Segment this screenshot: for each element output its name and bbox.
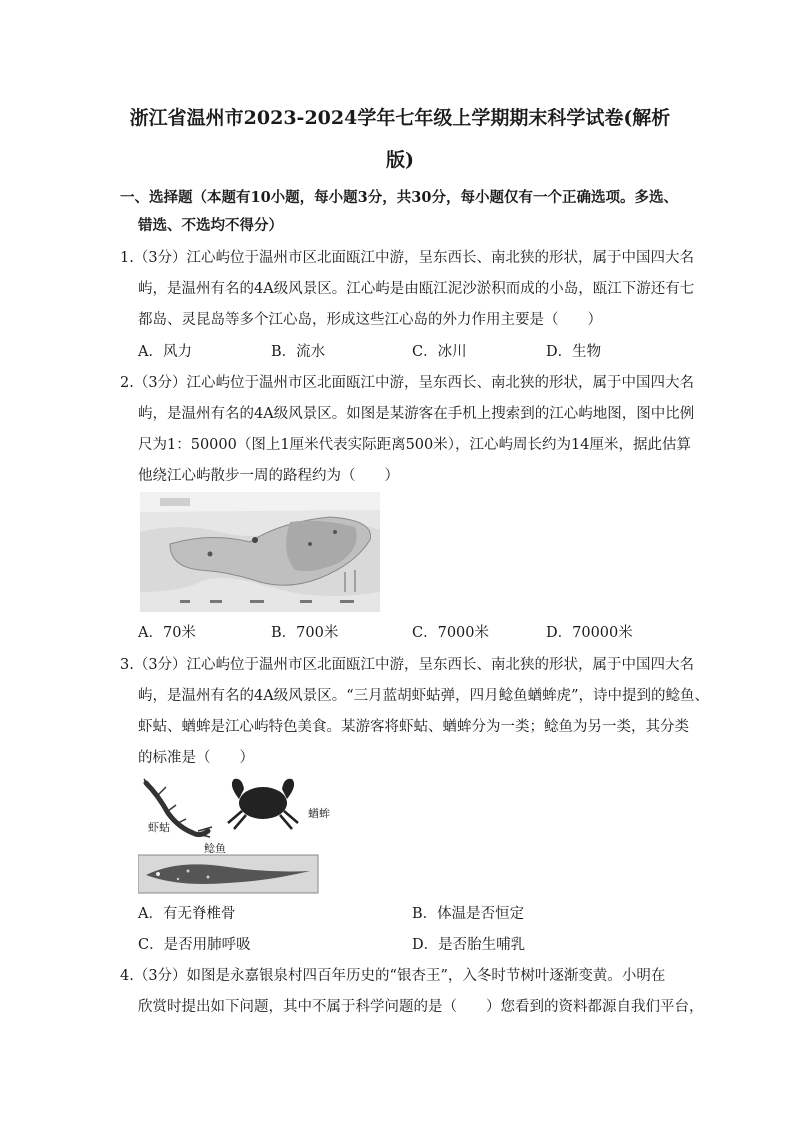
q2-option-b: B．700米 <box>271 625 339 641</box>
exam-title-line1: 浙江省温州市2023-2024学年七年级上学期期末科学试卷(解析 <box>129 107 671 129</box>
q3-option-a: A．有无脊椎骨 <box>138 906 236 922</box>
section-heading-line2: 错选、不选均不得分） <box>138 217 283 234</box>
q2-option-c: C．7000米 <box>412 625 489 641</box>
q3-option-b: B．体温是否恒定 <box>412 906 525 922</box>
q2-line2: 屿，是温州有名的4A级风景区。如图是某游客在手机上搜索到的江心屿地图，图中比例 <box>138 406 695 422</box>
q3-option-d: D．是否胎生哺乳 <box>412 937 526 953</box>
fish-label: 鲶鱼 <box>204 842 226 855</box>
q1-line1: 1.（3分）江心屿位于温州市区北面瓯江中游，呈东西长、南北狭的形状，属于中国四大名 <box>120 250 695 266</box>
q1-line3: 都岛、灵昆岛等多个江心岛，形成这些江心岛的外力作用主要是（ ） <box>138 312 602 328</box>
q3-line3: 虾蛄、蝤蛑是江心屿特色美食。某游客将虾蛄、蝤蛑分为一类；鲶鱼为另一类，其分类 <box>138 719 689 735</box>
q2-line1: 2.（3分）江心屿位于温州市区北面瓯江中游，呈东西长、南北狭的形状，属于中国四大名 <box>120 375 695 391</box>
q3-line2: 屿，是温州有名的4A级风景区。“三月蓝胡虾蛄弹，四月鲶鱼蝤蛑虎”，诗中提到的鲶鱼、 <box>138 688 710 704</box>
q1-option-c: C．冰川 <box>412 344 467 360</box>
shrimp-label: 虾蛄 <box>148 821 170 834</box>
q2-option-d: D．70000米 <box>546 625 633 641</box>
q2-line4: 他绕江心屿散步一周的路程约为（ ） <box>138 468 399 484</box>
q3-line1: 3.（3分）江心屿位于温州市区北面瓯江中游，呈东西长、南北狭的形状，属于中国四大名 <box>120 657 695 673</box>
crab-label: 蝤蛑 <box>308 807 330 820</box>
q1-line2: 屿，是温州有名的4A级风景区。江心屿是由瓯江泥沙淤积而成的小岛，瓯江下游还有七 <box>138 281 695 297</box>
q3-line4: 的标准是（ ） <box>138 750 254 766</box>
q1-option-a: A．风力 <box>138 344 192 360</box>
q2-option-a: A．70米 <box>138 625 196 641</box>
q4-line2: 欣赏时提出如下问题，其中不属于科学问题的是（ ）您看到的资料都源自我们平台， <box>138 999 704 1015</box>
jiangxinyu-map-image <box>140 492 380 612</box>
q2-line3: 尺为1：50000（图上1厘米代表实际距离500米），江心屿周长约为14厘米，据此估算 <box>138 437 691 453</box>
q1-option-b: B．流水 <box>271 344 326 360</box>
crab-icon <box>228 779 298 829</box>
q4-line1: 4.（3分）如图是永嘉银泉村四百年历史的“银杏王”，入冬时节树叶逐渐变黄。小明在 <box>120 968 666 984</box>
exam-title-line2: 版) <box>386 149 414 171</box>
q3-option-c: C．是否用肺呼吸 <box>138 937 251 953</box>
fish-icon <box>138 855 318 893</box>
section-heading-line1: 一、选择题（本题有10小题，每小题3分，共30分，每小题仅有一个正确选项。多选、 <box>120 189 678 206</box>
seafood-animals-image <box>138 775 338 895</box>
q1-option-d: D．生物 <box>546 344 602 360</box>
